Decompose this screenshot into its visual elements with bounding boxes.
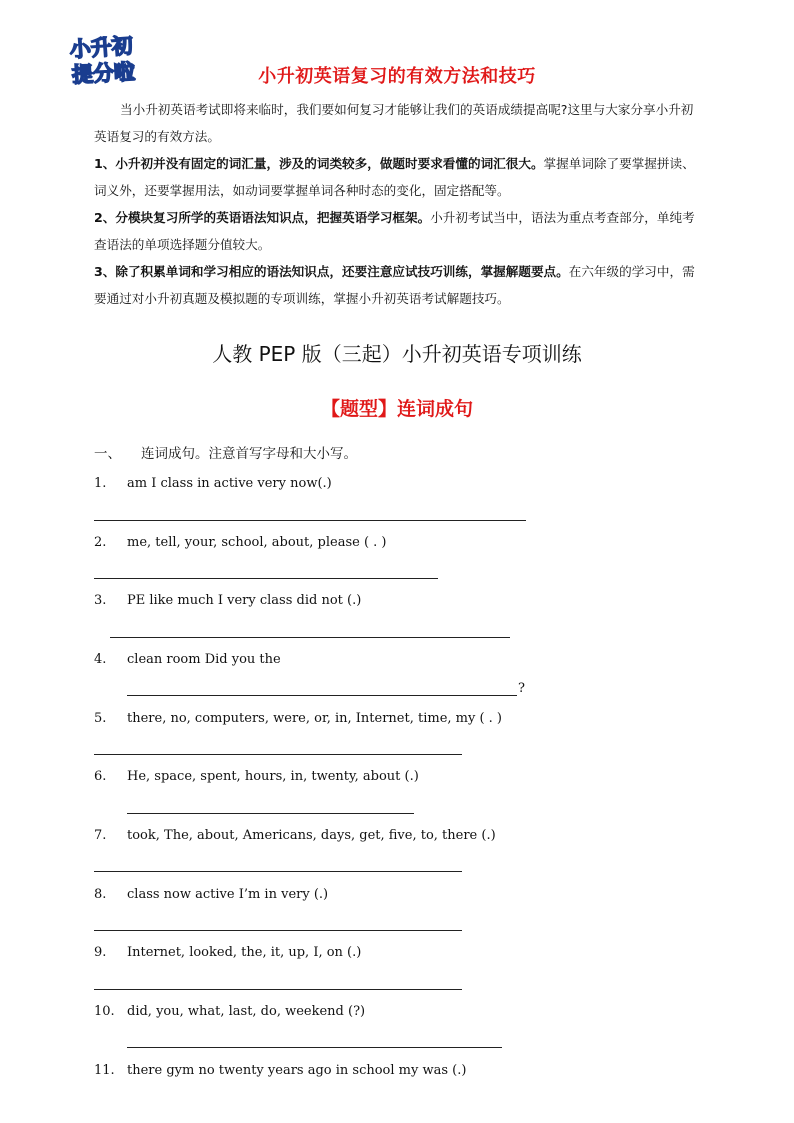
answer-line-6[interactable] [127,813,414,814]
question-text: did, you, what, last, do, weekend (?) [127,1004,366,1019]
question-3 [94,593,361,608]
logo-line2: 提分啦 [71,59,136,88]
question-number: 8. [94,887,107,902]
question-2 [94,535,387,550]
question-10 [94,1004,365,1019]
question-number: 10. [94,1004,115,1019]
answer-line-3[interactable] [110,637,510,638]
question-text: He, space, spent, hours, in, twenty, about (.) [127,769,419,784]
question-number: 6. [94,769,107,784]
question-11 [94,1063,466,1078]
question-4-mark: ? [518,681,525,696]
question-6 [94,769,419,784]
intro-text [94,96,698,312]
answer-line-5[interactable] [94,754,462,755]
answer-line-1[interactable] [94,520,526,521]
tip-3 [94,258,698,312]
question-text: there gym no twenty years ago in school my was (.) [127,1063,467,1078]
page-title: 小升初英语复习的有效方法和技巧 [258,66,536,87]
question-text: there, no, computers, were, or, in, Internet, time, my ( . ) [127,711,502,726]
question-8 [94,887,328,902]
question-number: 3. [94,593,107,608]
answer-line-4[interactable] [127,695,517,696]
instruction [94,442,357,462]
question-number: 1. [94,476,107,491]
tip-3-rest: 在六年级的学习中，需要通过对小升初真题及模拟题的专项训练，掌握小升初英语考试解题技巧。 [94,264,695,306]
question-text: class now active I’m in very (.) [127,887,329,902]
question-text: PE like much I very class did not (.) [127,593,362,608]
answer-line-2[interactable] [94,578,438,579]
question-4 [94,652,281,667]
question-text: Internet, looked, the, it, up, I, on (.) [127,945,362,960]
question-1 [94,476,332,491]
question-7 [94,828,496,843]
worksheet-subtitle: 人教 PEP 版（三起）小升初英语专项训练 [212,342,582,366]
answer-line-10[interactable] [127,1047,502,1048]
tip-2-bold: 2、分模块复习所学的英语语法知识点，把握英语学习框架。 [94,210,431,225]
tip-1 [94,150,698,204]
tip-1-rest: 掌握单词除了要掌握拼读、词义外，还要掌握用法，如动词要掌握单词各种时态的变化，固定搭配等。 [94,156,695,198]
question-number: 7. [94,828,107,843]
question-text: me, tell, your, school, about, please ( . ) [127,535,387,550]
instruction-number: 一、 [94,446,121,462]
answer-line-9[interactable] [94,989,462,990]
tip-2 [94,204,698,258]
tip-3-bold: 3、除了积累单词和学习相应的语法知识点，还要注意应试技巧训练，掌握解题要点。 [94,264,569,279]
section-title: 【题型】连词成句 [320,398,473,420]
question-number: 9. [94,945,107,960]
question-text: clean room Did you the [127,652,281,667]
question-number: 5. [94,711,107,726]
tip-2-rest: 小升初考试当中，语法为重点考查部分，单纯考查语法的单项选择题分值较大。 [94,210,695,252]
question-9 [94,945,361,960]
instruction-text: 连词成句。注意首写字母和大小写。 [141,446,357,462]
question-text: am I class in active very now(.) [127,476,332,491]
answer-line-8[interactable] [94,930,462,931]
tip-1-bold: 1、小升初并没有固定的词汇量，涉及的词类较多，做题时要求看懂的词汇很大。 [94,156,544,171]
question-5 [94,711,502,726]
question-number: 4. [94,652,107,667]
question-number: 2. [94,535,107,550]
question-number: 11. [94,1063,115,1078]
intro-paragraph: 当小升初英语考试即将来临时，我们要如何复习才能够让我们的英语成绩提高呢?这里与大家分享小升初英语复习的有效方法。 [94,102,694,144]
logo-line1: 小升初 [69,33,134,62]
question-text: took, The, about, Americans, days, get, five, to, there (.) [127,828,496,843]
answer-line-7[interactable] [94,871,462,872]
